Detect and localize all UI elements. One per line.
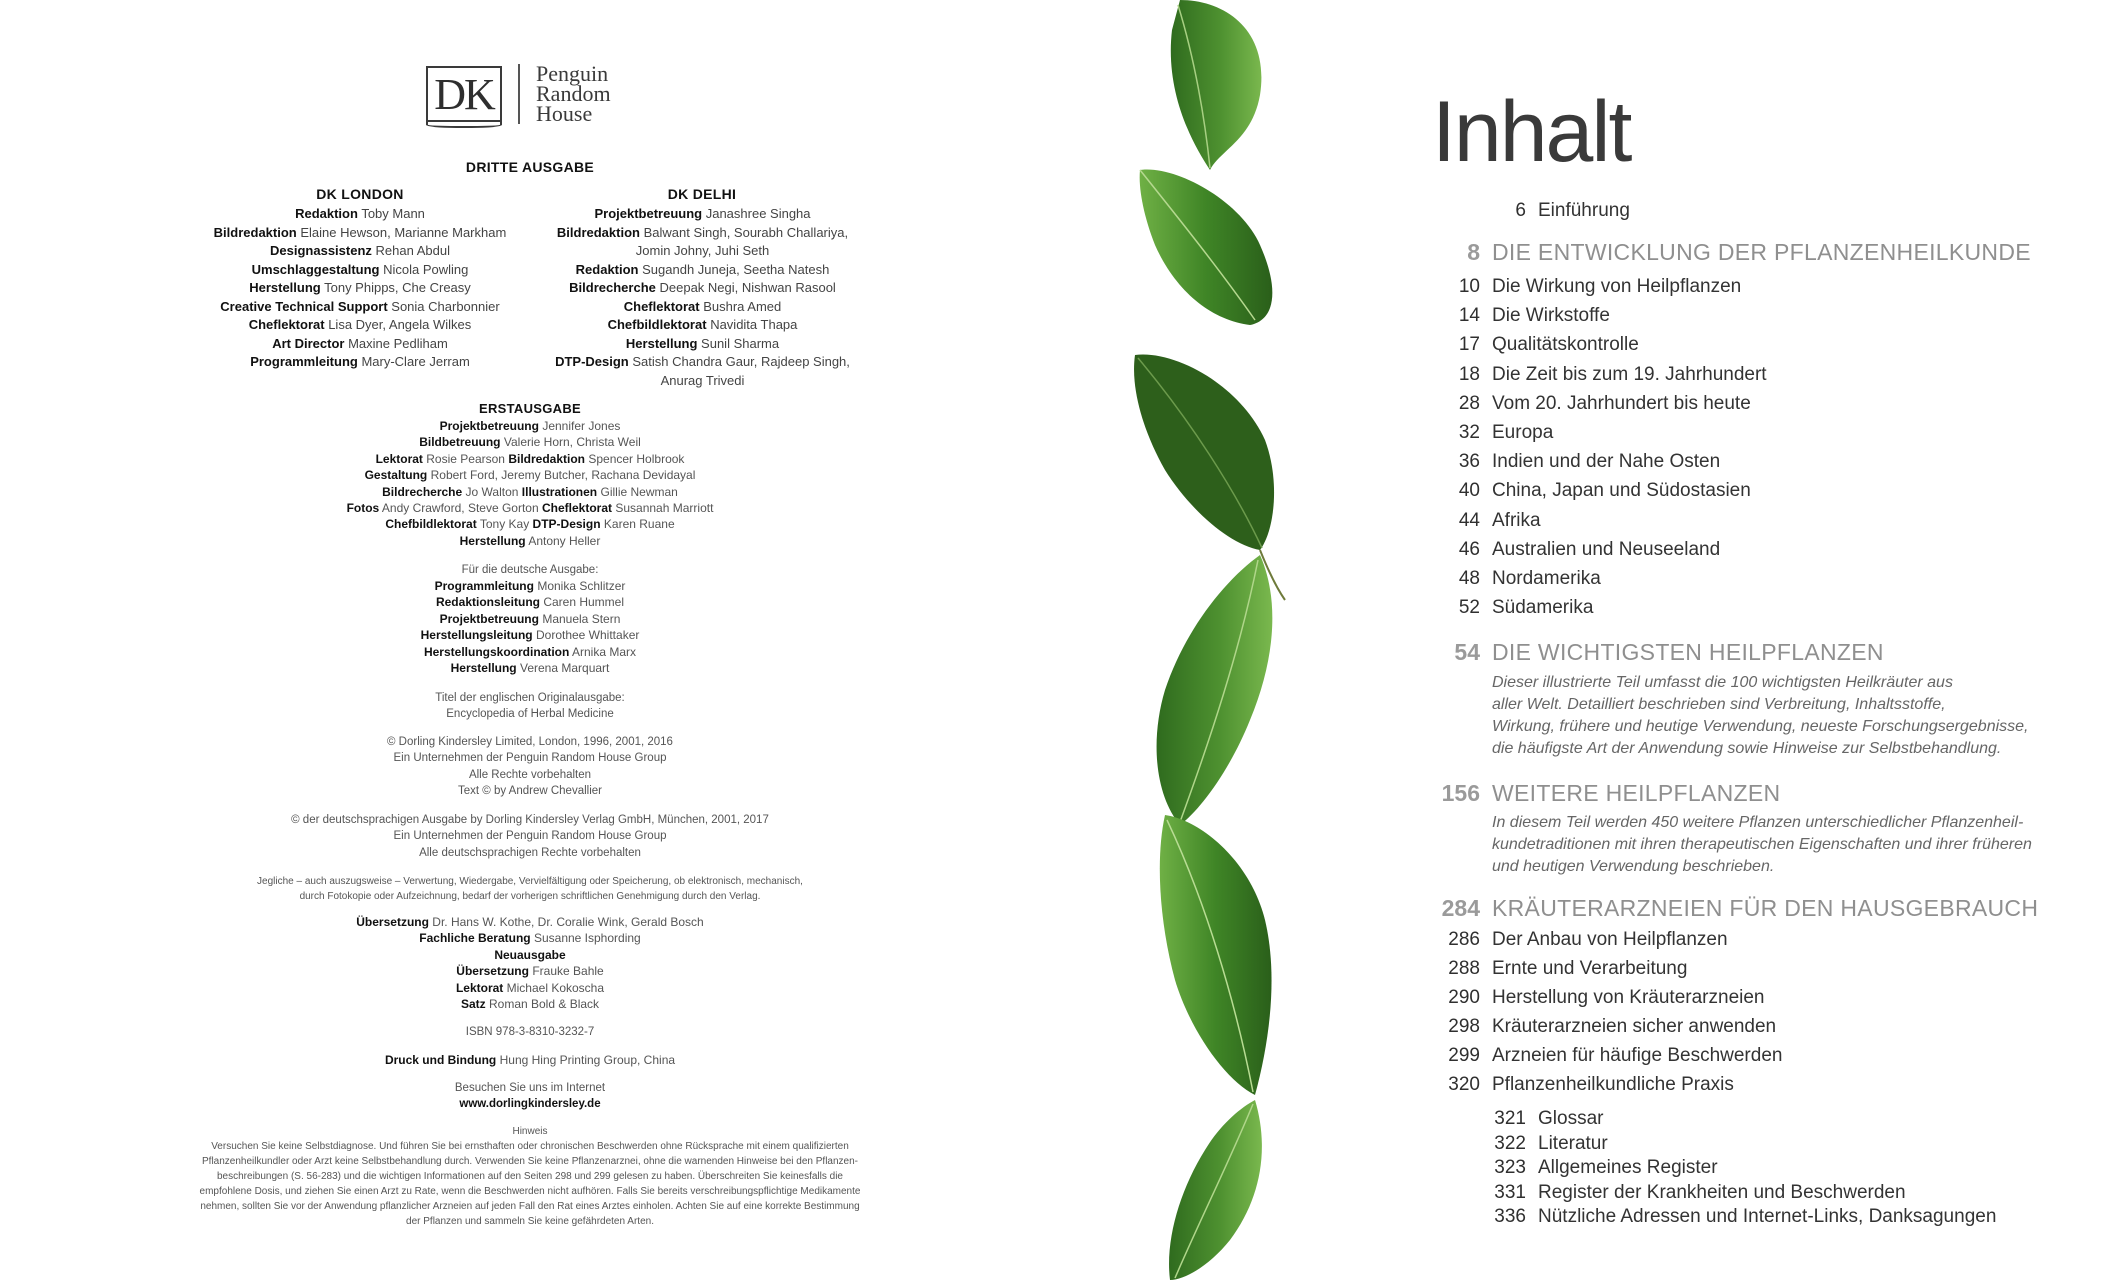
page-number: 331	[1494, 1181, 1526, 1203]
credit-line	[280, 516, 780, 532]
page-number: 52	[1458, 597, 1480, 619]
credit-line	[280, 418, 780, 434]
credit-role: Redaktion	[575, 261, 639, 277]
credit-names: Rosie Pearson	[426, 451, 505, 466]
entry-title: Nützliche Adressen und Internet-Links, Danksagungen	[1538, 1206, 1997, 1228]
page-number: 290	[1448, 987, 1480, 1008]
credit-role: Redaktion	[295, 206, 358, 221]
page-number: 44	[1458, 509, 1480, 531]
credit-names: Susannah Marriott	[615, 501, 714, 516]
section-2-description	[1492, 672, 2028, 760]
entry-title: Die Zeit bis zum 19. Jahrhundert	[1492, 363, 1767, 385]
credit-role: Fotos	[346, 501, 380, 516]
credit-role: Lektorat	[375, 451, 423, 466]
deutsche-ausgabe-intro: Für die deutsche Ausgabe:	[461, 564, 599, 576]
entry-title: Ernte und Verarbeitung	[1492, 958, 1688, 979]
erstausgabe-heading: ERSTAUSGABE	[478, 401, 581, 416]
credit-role: Projektbetreuung	[439, 419, 539, 433]
page-number: 8	[1467, 239, 1480, 265]
credit-names: Arnika Marx	[572, 644, 637, 659]
credit-role: Cheflektorat	[542, 501, 613, 516]
original-title-note	[280, 690, 780, 723]
entry-title: DIE ENTWICKLUNG DER PFLANZENHEILKUNDE	[1492, 239, 2031, 265]
credit-role: Illustrationen	[521, 484, 598, 499]
dk-delhi-heading: DK DELHI	[667, 186, 737, 202]
credit-names: Monika Schlitzer	[537, 579, 626, 593]
page-number: 336	[1494, 1206, 1526, 1228]
credit-line	[200, 335, 520, 354]
entry-title: Der Anbau von Heilpflanzen	[1492, 929, 1728, 950]
credit-names: Jomin Johny, Juhi Seth	[635, 243, 770, 258]
page-number: 36	[1458, 451, 1480, 473]
credit-line	[540, 335, 865, 354]
page-number: 298	[1448, 1016, 1480, 1037]
entry-title: Südamerika	[1492, 597, 1594, 619]
text-line: Versuchen Sie keine Selbstdiagnose. Und führen Sie bei ernsthaften oder chronischen Beschwerden ohne Rücksprache mit einem qualifizierten	[211, 1141, 849, 1152]
penguin-random-house-wordmark: Penguin Random House	[536, 61, 611, 126]
dritte-ausgabe-heading: DRITTE AUSGABE	[465, 159, 595, 175]
credit-line	[280, 914, 780, 930]
printing-credit	[280, 1052, 780, 1068]
credit-line	[280, 963, 780, 979]
credit-names: Rehan Abdul	[375, 243, 450, 258]
entry-title: Pflanzenheilkundliche Praxis	[1492, 1074, 1734, 1095]
credit-names: Andy Crawford, Steve Gorton	[381, 501, 539, 516]
erstausgabe-credits	[280, 418, 780, 549]
section-3-description	[1492, 812, 2032, 878]
entry-title: Herstellung von Kräuterarzneien	[1492, 987, 1765, 1008]
credit-names: Hung Hing Printing Group, China	[499, 1053, 676, 1067]
dk-london-credits	[200, 205, 520, 372]
credit-line	[540, 224, 865, 243]
entry-title: Europa	[1492, 422, 1554, 443]
credit-line	[280, 533, 780, 549]
credit-role: Art Director	[272, 335, 345, 351]
isbn: ISBN 978-3-8310-3232-7	[465, 1026, 595, 1038]
credit-names: Satish Chandra Gaur, Rajdeep Singh,	[632, 354, 850, 369]
page-number: 48	[1458, 568, 1480, 589]
credit-role: Umschlaggestaltung	[251, 261, 380, 277]
text-line: Ein Unternehmen der Penguin Random House Group	[393, 752, 667, 765]
page-number: 288	[1448, 958, 1480, 979]
text-line: empfohlene Dosis, und ziehen Sie einen Arzt zu Rate, wenn die Beschwerden nicht aufhören. Falls Sie bereits verschreibungspflichtige Medikamente	[199, 1186, 861, 1197]
hinweis-heading: Hinweis	[512, 1126, 548, 1137]
deutsche-ausgabe-credits	[280, 578, 780, 676]
credit-role: Satz	[460, 997, 486, 1012]
copyright-dk-london	[280, 734, 780, 800]
entry-title: Die Wirkstoffe	[1492, 305, 1610, 327]
credit-role: Chefbildlektorat	[385, 517, 477, 532]
entry-title: Register der Krankheiten und Beschwerden	[1538, 1181, 1906, 1203]
page-number: 40	[1458, 480, 1480, 502]
page-number: 299	[1448, 1045, 1480, 1066]
health-disclaimer	[180, 1139, 880, 1229]
credit-names: Frauke Bahle	[532, 964, 604, 979]
description-line: aller Welt. Detailliert beschrieben sind Verbreitung, Inhaltsstoffe,	[1492, 696, 1946, 713]
credit-role: Bildrecherche	[382, 484, 463, 499]
credit-role: Druck und Bindung	[384, 1053, 497, 1067]
page-number: 156	[1441, 780, 1480, 806]
bay-leaf-5	[1160, 815, 1272, 1095]
credit-role: Programmleitung	[250, 354, 358, 369]
entry-title: Vom 20. Jahrhundert bis heute	[1492, 392, 1751, 414]
credit-line	[280, 947, 780, 963]
credit-names: Manuela Stern	[542, 611, 621, 626]
bay-leaf-2	[1140, 170, 1273, 325]
credit-role: Chefbildlektorat	[607, 317, 707, 332]
entry-title: Arzneien für häufige Beschwerden	[1492, 1045, 1783, 1066]
table-of-contents	[1420, 0, 2120, 1280]
description-line: kundetraditionen mit ihren therapeutischen Eigenschaften und ihrer früheren	[1492, 836, 2032, 853]
credit-names: Michael Kokoscha	[506, 980, 605, 995]
description-line: die häufigste Art der Anwendung sowie Hinweise zur Selbstbehandlung.	[1492, 740, 2002, 757]
text-line: Titel der englischen Originalausgabe:	[435, 692, 625, 704]
entry-title: DIE WICHTIGSTEN HEILPFLANZEN	[1492, 639, 1884, 665]
text-line: nehmen, sollten Sie vor der Anwendung pflanzlicher Arzneien auf jeden Fall den Rat eines Arztes einholen. Achten Sie auf eine korrekte Bestimmung	[200, 1201, 860, 1212]
credit-line	[280, 644, 780, 660]
credit-names: Gillie Newman	[600, 484, 678, 499]
copyright-dk-germany	[230, 812, 830, 861]
credit-line	[200, 224, 520, 243]
credit-line	[280, 1052, 780, 1068]
credit-names: Tony Phipps, Che Creasy	[324, 280, 471, 295]
credit-line	[280, 578, 780, 594]
credit-role: Herstellung	[450, 661, 517, 676]
page-number: 18	[1458, 363, 1480, 385]
description-line: In diesem Teil werden 450 weitere Pflanzen unterschiedlicher Pflanzenheil-	[1492, 814, 2024, 831]
credit-role: Projektbetreuung	[439, 611, 539, 626]
credit-role: Herstellung	[459, 533, 526, 548]
credit-line	[540, 316, 865, 335]
page-title: Inhalt	[1432, 84, 1631, 180]
credit-role: Lektorat	[455, 980, 504, 995]
credit-names: Sunil Sharma	[701, 335, 780, 351]
publisher-logo	[426, 61, 611, 126]
credit-names: Maxine Pedliham	[348, 335, 448, 351]
credit-role: Redaktionsleitung	[435, 595, 540, 610]
entry-title: WEITERE HEILPFLANZEN	[1492, 780, 1781, 806]
description-line: und heutigen Verwendung beschrieben.	[1492, 858, 1775, 875]
credit-names: Roman Bold & Black	[488, 997, 600, 1012]
text-line: Alle Rechte vorbehalten	[468, 768, 592, 781]
credit-role: Designassistenz	[270, 243, 372, 258]
credit-names: Jo Walton	[465, 484, 519, 499]
credit-line	[540, 372, 865, 391]
credit-names: Spencer Holbrook	[588, 451, 685, 466]
credit-names: Nicola Powling	[383, 261, 469, 277]
credit-role: Bildrecherche	[569, 280, 656, 295]
credit-names: Elaine Hewson, Marianne Markham	[300, 224, 507, 240]
text-line: Pflanzenheilkundler oder Arzt keine Selbstbehandlung durch. Verwenden Sie keine Pflanzenarznei, ohne die warnenden Hinweise bei den Pflanzen-	[202, 1156, 858, 1167]
credit-line	[540, 353, 865, 372]
credit-line	[280, 484, 780, 500]
description-line: Dieser illustrierte Teil umfasst die 100 wichtigsten Heilkräuter aus	[1492, 674, 1953, 691]
credit-names: Antony Heller	[528, 533, 601, 548]
page-number: 32	[1458, 422, 1480, 443]
entry-title: Allgemeines Register	[1538, 1157, 1718, 1179]
page-number: 6	[1515, 200, 1526, 221]
credit-line	[280, 594, 780, 610]
credit-role: Übersetzung	[456, 964, 529, 979]
bay-leaves-illustration	[1120, 0, 1350, 1280]
text-line: © Dorling Kindersley Limited, London, 1996, 2001, 2016	[387, 736, 673, 748]
credit-role: Herstellung	[625, 335, 698, 351]
entry-title: Afrika	[1492, 509, 1541, 531]
page-number: 323	[1494, 1157, 1526, 1179]
credit-line	[540, 205, 865, 224]
credit-role: Bildredaktion	[213, 224, 297, 240]
credit-names: Verena Marquart	[519, 661, 610, 676]
page-number: 14	[1458, 305, 1480, 327]
entry-title: KRÄUTERARZNEIEN FÜR DEN HAUSGEBRAUCH	[1492, 895, 2039, 921]
credit-role: Cheflektorat	[248, 317, 325, 332]
credit-role: Bildredaktion	[508, 451, 586, 466]
credit-line	[280, 627, 780, 643]
credit-line	[200, 279, 520, 298]
credit-names: Dorothee Whittaker	[535, 628, 640, 643]
credit-role: Creative Technical Support	[220, 298, 388, 314]
credit-line	[540, 279, 865, 298]
credit-line	[280, 930, 780, 946]
credit-line	[200, 242, 520, 261]
credit-names: Mary-Clare Jerram	[361, 354, 470, 369]
credit-names: Valerie Horn, Christa Weil	[503, 435, 641, 450]
entry-title: Glossar	[1538, 1108, 1604, 1129]
credit-role: Bildbetreuung	[419, 435, 501, 450]
credit-role: DTP-Design	[555, 354, 629, 369]
page-number: 320	[1448, 1074, 1480, 1095]
credit-names: Dr. Hans W. Kothe, Dr. Coralie Wink, Gerald Bosch	[432, 915, 704, 929]
credit-line	[200, 261, 520, 280]
credit-names: Caren Hummel	[543, 595, 625, 610]
credit-names: Sonia Charbonnier	[391, 298, 500, 314]
publisher-website-link[interactable]: www.dorlingkindersley.de	[459, 1098, 601, 1110]
credit-line	[280, 660, 780, 676]
credit-names: Bushra Amed	[703, 298, 782, 314]
entry-title: Nordamerika	[1492, 568, 1601, 589]
credit-names: Sugandh Juneja, Seetha Natesh	[642, 261, 830, 277]
credit-line	[200, 316, 520, 335]
internet-label: Besuchen Sie uns im Internet	[454, 1082, 606, 1094]
credit-role: Cheflektorat	[623, 298, 700, 314]
bay-leaf-4	[1157, 555, 1273, 825]
logo-divider	[518, 64, 520, 124]
entry-title: Einführung	[1538, 200, 1630, 221]
text-line: Encyclopedia of Herbal Medicine	[446, 708, 614, 721]
credit-names: Susanne Isphording	[533, 931, 641, 946]
entry-title: Kräuterarzneien sicher anwenden	[1492, 1016, 1777, 1037]
page-number: 10	[1458, 276, 1480, 297]
credit-line	[280, 980, 780, 996]
credit-names: Toby Mann	[361, 206, 425, 221]
page-number: 46	[1458, 538, 1480, 560]
credit-line	[200, 353, 520, 372]
text-line: Ein Unternehmen der Penguin Random House Group	[393, 830, 667, 843]
text-line: durch Fotokopie oder Aufzeichnung, bedarf der vorherigen schriftlichen Genehmigung durch den Verlag.	[299, 891, 761, 902]
credit-names: Janashree Singha	[705, 206, 811, 221]
credit-role: Herstellungsleitung	[420, 628, 533, 643]
credit-line	[200, 205, 520, 224]
credit-role: Bildredaktion	[556, 224, 640, 240]
text-line: beschreibungen (S. 56-283) und die wichtigen Informationen auf den Seiten 298 und 299 gelesen zu haben. Überschreiten Sie keinesfalls die	[217, 1171, 843, 1182]
entry-title: Qualitätskontrolle	[1492, 334, 1639, 356]
credit-names: Lisa Dyer, Angela Wilkes	[328, 317, 472, 332]
translation-credits	[280, 914, 780, 1012]
credit-names: Jennifer Jones	[542, 419, 621, 433]
credit-line	[200, 298, 520, 317]
credit-line	[280, 996, 780, 1012]
credit-names: Tony Kay	[479, 517, 530, 532]
credit-role: Übersetzung	[356, 915, 429, 929]
entry-title: Literatur	[1538, 1132, 1608, 1154]
page-number: 321	[1494, 1108, 1526, 1129]
credit-names: Karen Ruane	[603, 517, 675, 532]
credit-line	[540, 298, 865, 317]
credit-line	[540, 242, 865, 261]
credit-line	[280, 611, 780, 627]
credit-role: Gestaltung	[364, 468, 428, 483]
entry-title: Indien und der Nahe Osten	[1492, 451, 1721, 473]
credit-line	[540, 261, 865, 280]
credit-line	[280, 434, 780, 450]
page-number: 28	[1458, 392, 1480, 414]
rights-notice	[230, 874, 830, 904]
text-line: der Pflanzen und sammeln Sie keine gefährdeten Arten.	[406, 1216, 654, 1227]
dk-delhi-credits	[540, 205, 865, 390]
credit-line	[280, 467, 780, 483]
credit-names: Navidita Thapa	[710, 317, 798, 332]
entry-title: China, Japan und Südostasien	[1492, 480, 1751, 502]
text-line: Alle deutschsprachigen Rechte vorbehalten	[419, 846, 641, 859]
credit-line	[280, 451, 780, 467]
credit-role: Fachliche Beratung	[419, 931, 531, 946]
credit-role: Programmleitung	[434, 579, 534, 593]
credit-names: Deepak Negi, Nishwan Rasool	[659, 280, 836, 295]
bay-leaf-6	[1169, 1100, 1262, 1280]
page-number: 322	[1494, 1132, 1526, 1154]
text-line: © der deutschsprachigen Ausgabe by Dorling Kindersley Verlag GmbH, München, 2001, 2017	[291, 814, 769, 826]
description-line: Wirkung, frühere und heutige Verwendung, neueste Forschungsergebnisse,	[1492, 718, 2029, 735]
text-line: Text © by Andrew Chevallier	[458, 785, 602, 798]
page-number: 54	[1454, 639, 1480, 665]
credit-role: Neuausgabe	[494, 947, 566, 962]
dk-london-heading: DK LONDON	[316, 186, 404, 202]
page-number: 284	[1441, 895, 1480, 921]
page-number: 17	[1458, 334, 1480, 356]
bay-leaf-1	[1171, 0, 1262, 170]
credit-role: Projektbetreuung	[594, 206, 703, 221]
credit-names: Robert Ford, Jeremy Butcher, Rachana Devidayal	[430, 468, 696, 483]
credit-line	[280, 500, 780, 516]
entry-title: Australien und Neuseeland	[1492, 538, 1721, 560]
credit-names: Balwant Singh, Sourabh Challariya,	[643, 224, 849, 240]
credit-role: Herstellung	[249, 280, 321, 295]
credit-names: Anurag Trivedi	[660, 372, 745, 388]
credit-role: DTP-Design	[532, 517, 601, 532]
page-number: 286	[1448, 929, 1480, 950]
credit-role: Herstellungskoordination	[423, 644, 570, 659]
dk-logo-icon: DK	[426, 66, 502, 122]
text-line: Jegliche – auch auszugsweise – Verwertung, Wiedergabe, Vervielfältigung oder Speicherung, ob elektronisch, mechanisch,	[257, 876, 803, 887]
entry-title: Die Wirkung von Heilpflanzen	[1492, 276, 1742, 297]
